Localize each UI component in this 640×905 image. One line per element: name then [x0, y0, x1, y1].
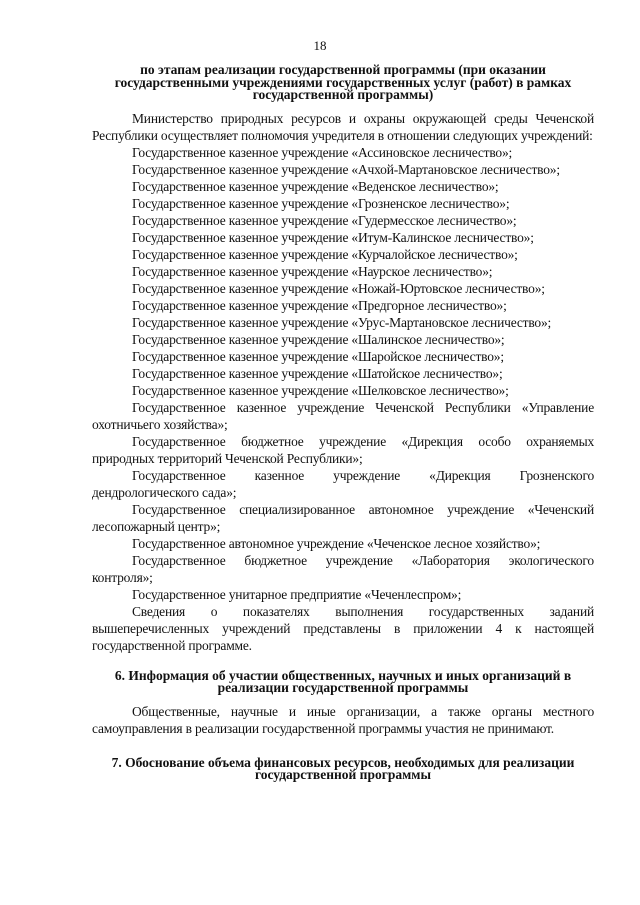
institution-paragraph: Государственное бюджетное учреждение «Дирекция особо охраняемых природных территорий Чеченской Республики»; — [92, 433, 594, 466]
institution-item: Государственное казенное учреждение «Гудермесское лесничество»; — [132, 212, 517, 228]
institution-item: Государственное казенное учреждение «Ачхой-Мартановское лесничество»; — [132, 161, 560, 177]
institution-paragraph: Государственное специализированное автономное учреждение «Чеченский лесопожарный центр»; — [92, 501, 594, 534]
top-heading: по этапам реализации государственной программы (при оказании государственными учреждениями государственных услуг (работ) в рамках государственной программы) — [114, 62, 572, 102]
institution-paragraph: Государственное казенное учреждение «Дирекция Грозненского дендрологического сада»; — [92, 467, 594, 500]
section-6-paragraph: Общественные, научные и иные организации, а также органы местного самоуправления в реализации государственной программы участия не принимают. — [92, 703, 594, 736]
institution-item: Государственное казенное учреждение «Шелковское лесничество»; — [132, 382, 509, 398]
institution-item: Государственное казенное учреждение «Грозненское лесничество»; — [132, 195, 510, 211]
institution-item: Государственное казенное учреждение «Наурское лесничество»; — [132, 263, 493, 279]
institution-item: Государственное казенное учреждение «Курчалойское лесничество»; — [132, 246, 518, 262]
page-number: 18 — [313, 38, 327, 53]
institution-item: Государственное казенное учреждение «Шаройское лесничество»; — [132, 348, 504, 364]
institution-item: Государственное казенное учреждение «Шатойское лесничество»; — [132, 365, 503, 381]
institution-paragraph: Государственное унитарное предприятие «Чеченлеспром»; — [132, 586, 462, 602]
institution-item: Государственное казенное учреждение «Ассиновское лесничество»; — [132, 144, 513, 160]
institution-item: Государственное казенное учреждение «Веденское лесничество»; — [132, 178, 499, 194]
section-7-heading: 7. Обоснование объема финансовых ресурсов, необходимых для реализации государственной программы — [111, 754, 575, 782]
institution-item: Государственное казенное учреждение «Шалинское лесничество»; — [132, 331, 505, 347]
institution-paragraph: Государственное казенное учреждение Чеченской Республики «Управление охотничьего хозяйства»; — [92, 399, 594, 432]
intro-paragraph: Министерство природных ресурсов и охраны окружающей среды Чеченской Республики осуществляет полномочия учредителя в отношении следующих учреждений: — [92, 110, 594, 143]
institution-item: Государственное казенное учреждение «Ножай-Юртовское лесничество»; — [132, 280, 545, 296]
page-content — [92, 64, 594, 782]
section-6-heading: 6. Информация об участии общественных, научных и иных организаций в реализации государственной программы — [114, 667, 572, 695]
institution-paragraph: Государственное автономное учреждение «Чеченское лесное хозяйство»; — [132, 535, 541, 551]
summary-paragraph: Сведения о показателях выполнения государственных заданий вышеперечисленных учреждений представлены в приложении 4 к настоящей государственной программе. — [92, 603, 594, 653]
institutions-list — [92, 144, 594, 399]
institution-item: Государственное казенное учреждение «Итум-Калинское лесничество»; — [132, 229, 534, 245]
institution-paragraph: Государственное бюджетное учреждение «Лаборатория экологического контроля»; — [92, 552, 594, 585]
institution-item: Государственное казенное учреждение «Предгорное лесничество»; — [132, 297, 507, 313]
institution-item: Государственное казенное учреждение «Урус-Мартановское лесничество»; — [132, 314, 552, 330]
